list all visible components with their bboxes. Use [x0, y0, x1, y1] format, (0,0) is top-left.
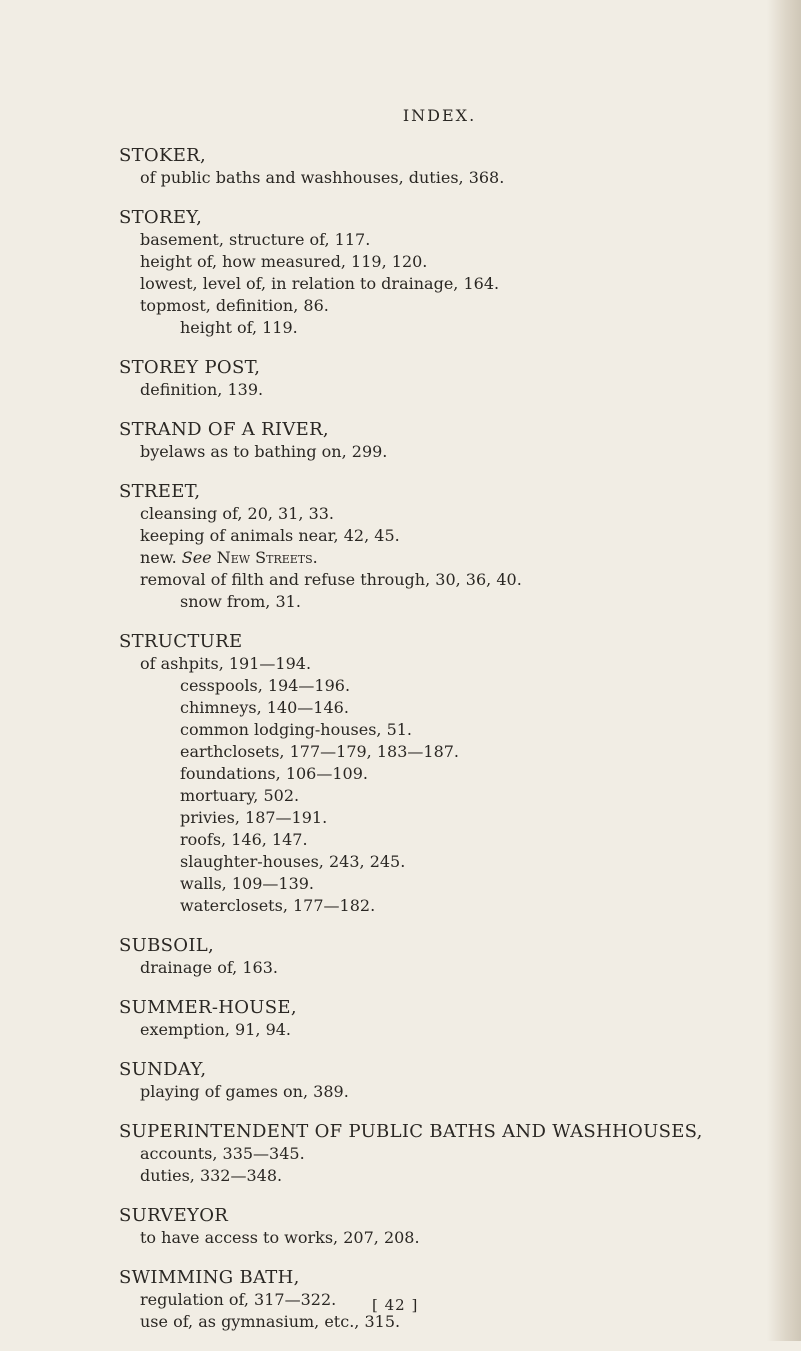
entry-subentry: of ashpits, 191—194.	[140, 654, 312, 673]
entry-subentry: byelaws as to bathing on, 299.	[140, 442, 388, 461]
entry-subentry-nested: waterclosets, 177—182.	[180, 896, 376, 915]
entry-subentry: topmost, definition, 86.	[140, 296, 329, 315]
entry-subentry: drainage of, 163.	[140, 958, 278, 977]
entry-subentry-nested: roofs, 146, 147.	[180, 830, 308, 849]
entry-subentry: playing of games on, 389.	[140, 1082, 349, 1101]
running-head-text: INDEX.	[402, 106, 477, 125]
entry-heading: SUMMER-HOUSE,	[119, 997, 297, 1018]
entry-heading: SUBSOIL,	[119, 935, 215, 956]
entry-subentry: basement, structure of, 117.	[140, 230, 371, 249]
entry-subentry-nested: privies, 187—191.	[180, 808, 328, 827]
entry-subentry-nested: height of, 119.	[180, 318, 298, 337]
cross-reference-target: New Streets.	[216, 548, 318, 567]
entry-subentry: exemption, 91, 94.	[140, 1020, 292, 1039]
entry-subentry-nested: earthclosets, 177—179, 183—187.	[180, 742, 460, 761]
entry-subentry: regulation of, 317—322.	[140, 1290, 337, 1309]
index-entry	[119, 1205, 779, 1249]
entry-heading: STOREY,	[119, 207, 203, 228]
cross-reference-prefix: new.	[140, 548, 182, 567]
entry-heading: SUNDAY,	[119, 1059, 207, 1080]
entry-subentry-nested: walls, 109—139.	[180, 874, 315, 893]
entry-heading: SWIMMING BATH,	[119, 1267, 300, 1288]
entry-subentry: accounts, 335—345.	[140, 1144, 305, 1163]
index-entry	[119, 1059, 779, 1103]
entry-heading: SUPERINTENDENT OF PUBLIC BATHS AND WASHHOUSES,	[119, 1121, 703, 1142]
entry-subentry-nested: snow from, 31.	[180, 592, 301, 611]
index-entry	[119, 145, 779, 189]
entry-subentry-nested: chimneys, 140—146.	[180, 698, 349, 717]
entry-subentry: keeping of animals near, 42, 45.	[140, 526, 400, 545]
index-entry	[119, 207, 779, 339]
see-label: See	[181, 548, 212, 567]
entry-subentry-nested: foundations, 106—109.	[180, 764, 368, 783]
entry-subentry: to have access to works, 207, 208.	[140, 1228, 420, 1247]
entry-subentry: use of, as gymnasium, etc., 315.	[140, 1312, 401, 1331]
index-entry	[119, 997, 779, 1041]
index-entry	[119, 1121, 779, 1187]
entry-subentry-nested: slaughter-houses, 243, 245.	[180, 852, 406, 871]
entry-heading: STREET,	[119, 481, 201, 502]
running-head	[0, 106, 801, 125]
entry-subentry: height of, how measured, 119, 120.	[140, 252, 428, 271]
entry-heading: STRAND OF A RIVER,	[119, 419, 329, 440]
index-entry	[119, 419, 779, 463]
index-entry	[119, 631, 779, 917]
entry-heading: SURVEYOR	[119, 1205, 229, 1226]
page-number: [ 42 ]	[372, 1296, 419, 1314]
index-entry	[119, 1267, 779, 1333]
entry-subentry-nested: mortuary, 502.	[180, 786, 300, 805]
entry-subentry-cross-reference	[119, 547, 779, 569]
index-entry	[119, 935, 779, 979]
entry-subentry-nested: common lodging-houses, 51.	[180, 720, 413, 739]
entry-subentry: definition, 139.	[140, 380, 264, 399]
index-entry	[119, 481, 779, 613]
entry-subentry-nested: cesspools, 194—196.	[180, 676, 351, 695]
entry-heading: STRUCTURE	[119, 631, 243, 652]
index-body	[119, 145, 779, 1351]
entry-subentry: of public baths and washhouses, duties, 368.	[140, 168, 505, 187]
entry-subentry: duties, 332—348.	[140, 1166, 283, 1185]
entry-subentry: removal of filth and refuse through, 30, 36, 40.	[140, 570, 522, 589]
index-entry	[119, 357, 779, 401]
entry-subentry: lowest, level of, in relation to drainage, 164.	[140, 274, 500, 293]
entry-heading: STOKER,	[119, 145, 207, 166]
entry-subentry: cleansing of, 20, 31, 33.	[140, 504, 335, 523]
entry-heading: STOREY POST,	[119, 357, 261, 378]
